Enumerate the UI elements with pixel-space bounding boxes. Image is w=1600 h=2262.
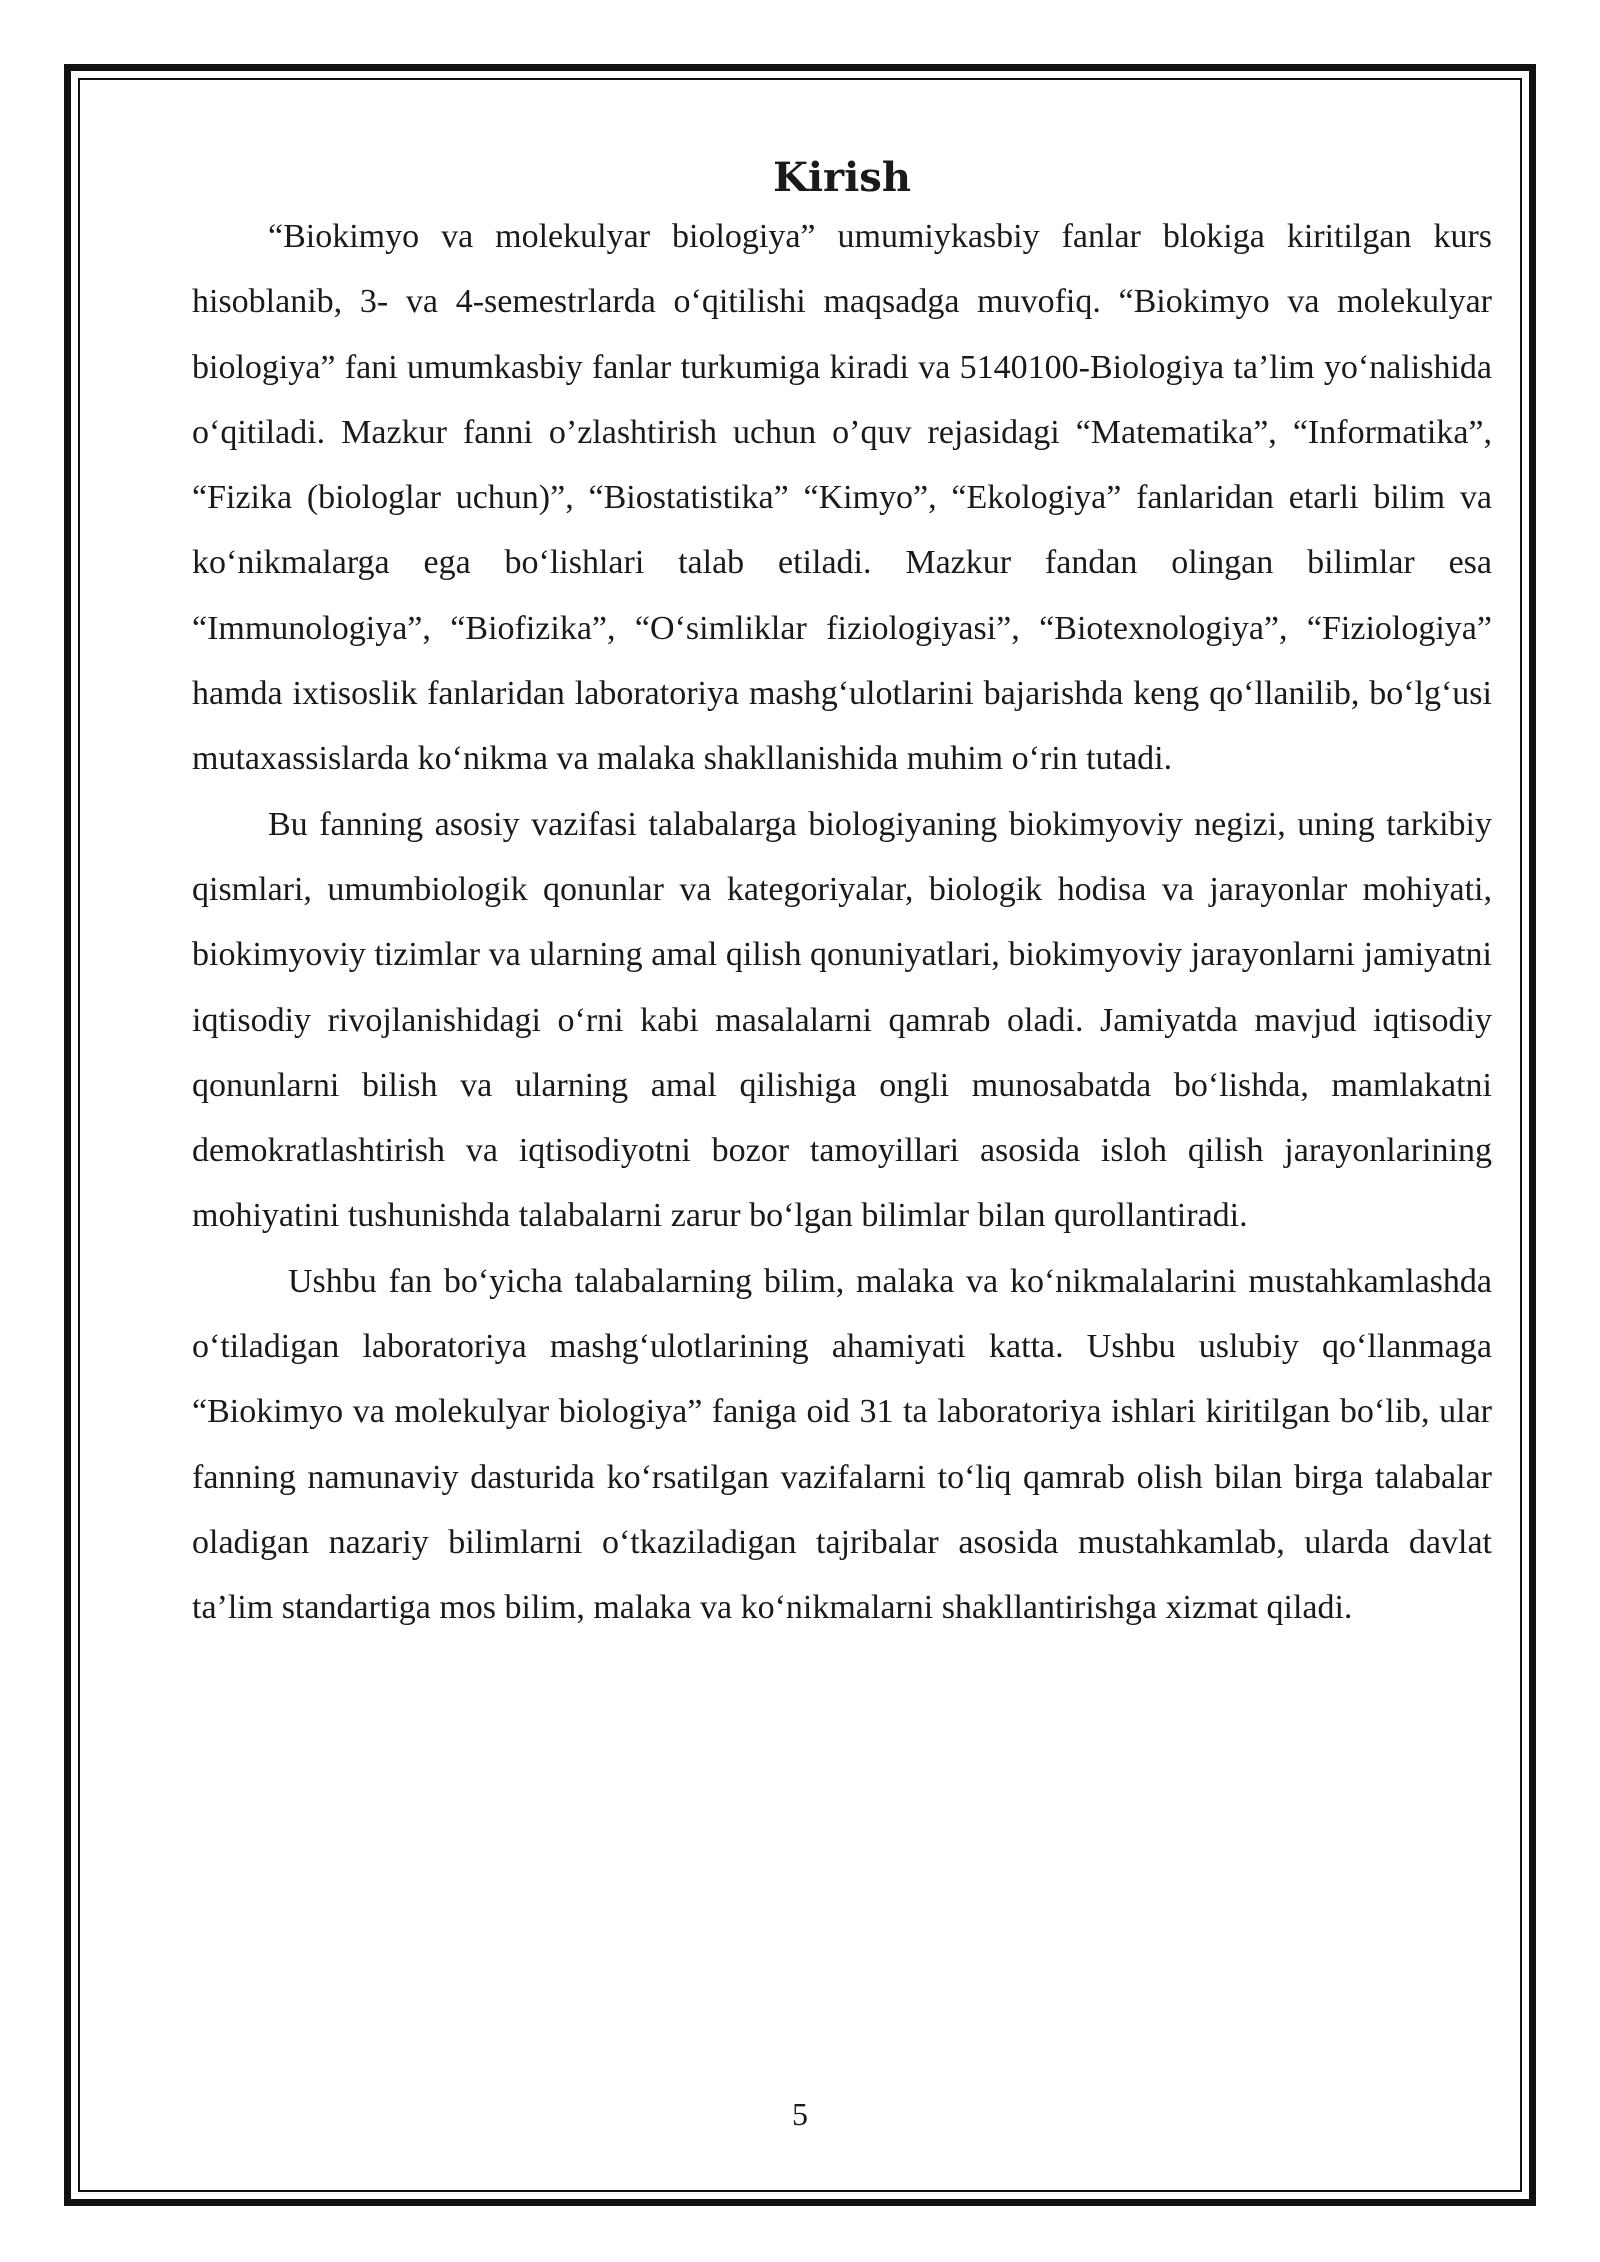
page-number: 5 [792,2096,808,2132]
page-content [192,152,1492,1641]
paragraph-intro: “Biokimyo va molekulyar biologiya” umumiykasbiy fanlar blokiga kiritilgan kurs hisoblanib, 3- va 4-semestrlarda o‘qitilishi maqsadga muvofiq. “Biokimyo va molekulyar biologiya” fani umumkasbiy fanlar turkumiga kiradi va 5140100-Biologiya ta’lim yo‘nalishida o‘qitiladi. Mazkur fanni o’zlashtirish uchun o’quv rejasidagi “Matematika”, “Informatika”, “Fizika (biologlar uchun)”, “Biostatistika” “Kimyo”, “Ekologiya” fanlaridan etarli bilim va ko‘nikmalarga ega bo‘lishlari talab etiladi. Mazkur fandan olingan bilimlar esa “Immunologiya”, “Biofizika”, “O‘simliklar fiziologiyasi”, “Biotexnologiya”, “Fiziologiya” hamda ixtisoslik fanlaridan laboratoriya mashg‘ulotlarini bajarishda keng qo‘llanilib, bo‘lg‘usi mutaxassislarda ko‘nikma va malaka shakllanishida muhim o‘rin tutadi. [192,218,1492,778]
paragraph-objectives: Bu fanning asosiy vazifasi talabalarga biologiyaning biokimyoviy negizi, uning tarkibiy qismlari, umumbiologik qonunlar va kategoriyalar, biologik hodisa va jarayonlar mohiyati, biokimyoviy tizimlar va ularning amal qilish qonuniyatlari, biokimyoviy jarayonlarni jamiyatni iqtisodiy rivojlanishidagi o‘rni kabi masalalarni qamrab oladi. Jamiyatda mavjud iqtisodiy qonunlarni bilish va ularning amal qilishiga ongli munosabatda bo‘lishda, mamlakatni demokratlashtirish va iqtisodiyotni bozor tamoyillari asosida isloh qilish jarayonlarining mohiyatini tushunishda talabalarni zarur bo‘lgan bilimlar bilan qurollantiradi. [192,805,1492,1235]
paragraph-laboratory: Ushbu fan bo‘yicha talabalarning bilim, malaka va ko‘nikmalalarini mustahkamlashda o‘tiladigan laboratoriya mashg‘ulotlarining ahamiyati katta. Ushbu uslubiy qo‘llanmaga “Biokimyo va molekulyar biologiya” faniga oid 31 ta laboratoriya ishlari kiritilgan bo‘lib, ular fanning namunaviy dasturida ko‘rsatilgan vazifalarni to‘liq qamrab olish bilan birga talabalar oladigan nazariy bilimlarni o‘tkaziladigan tajribalar asosida mustahkamlab, ularda davlat ta’lim standartiga mos bilim, malaka va ko‘nikmalarni shakllantirishga xizmat qiladi. [192,1262,1492,1627]
section-title: Kirish [773,154,911,201]
